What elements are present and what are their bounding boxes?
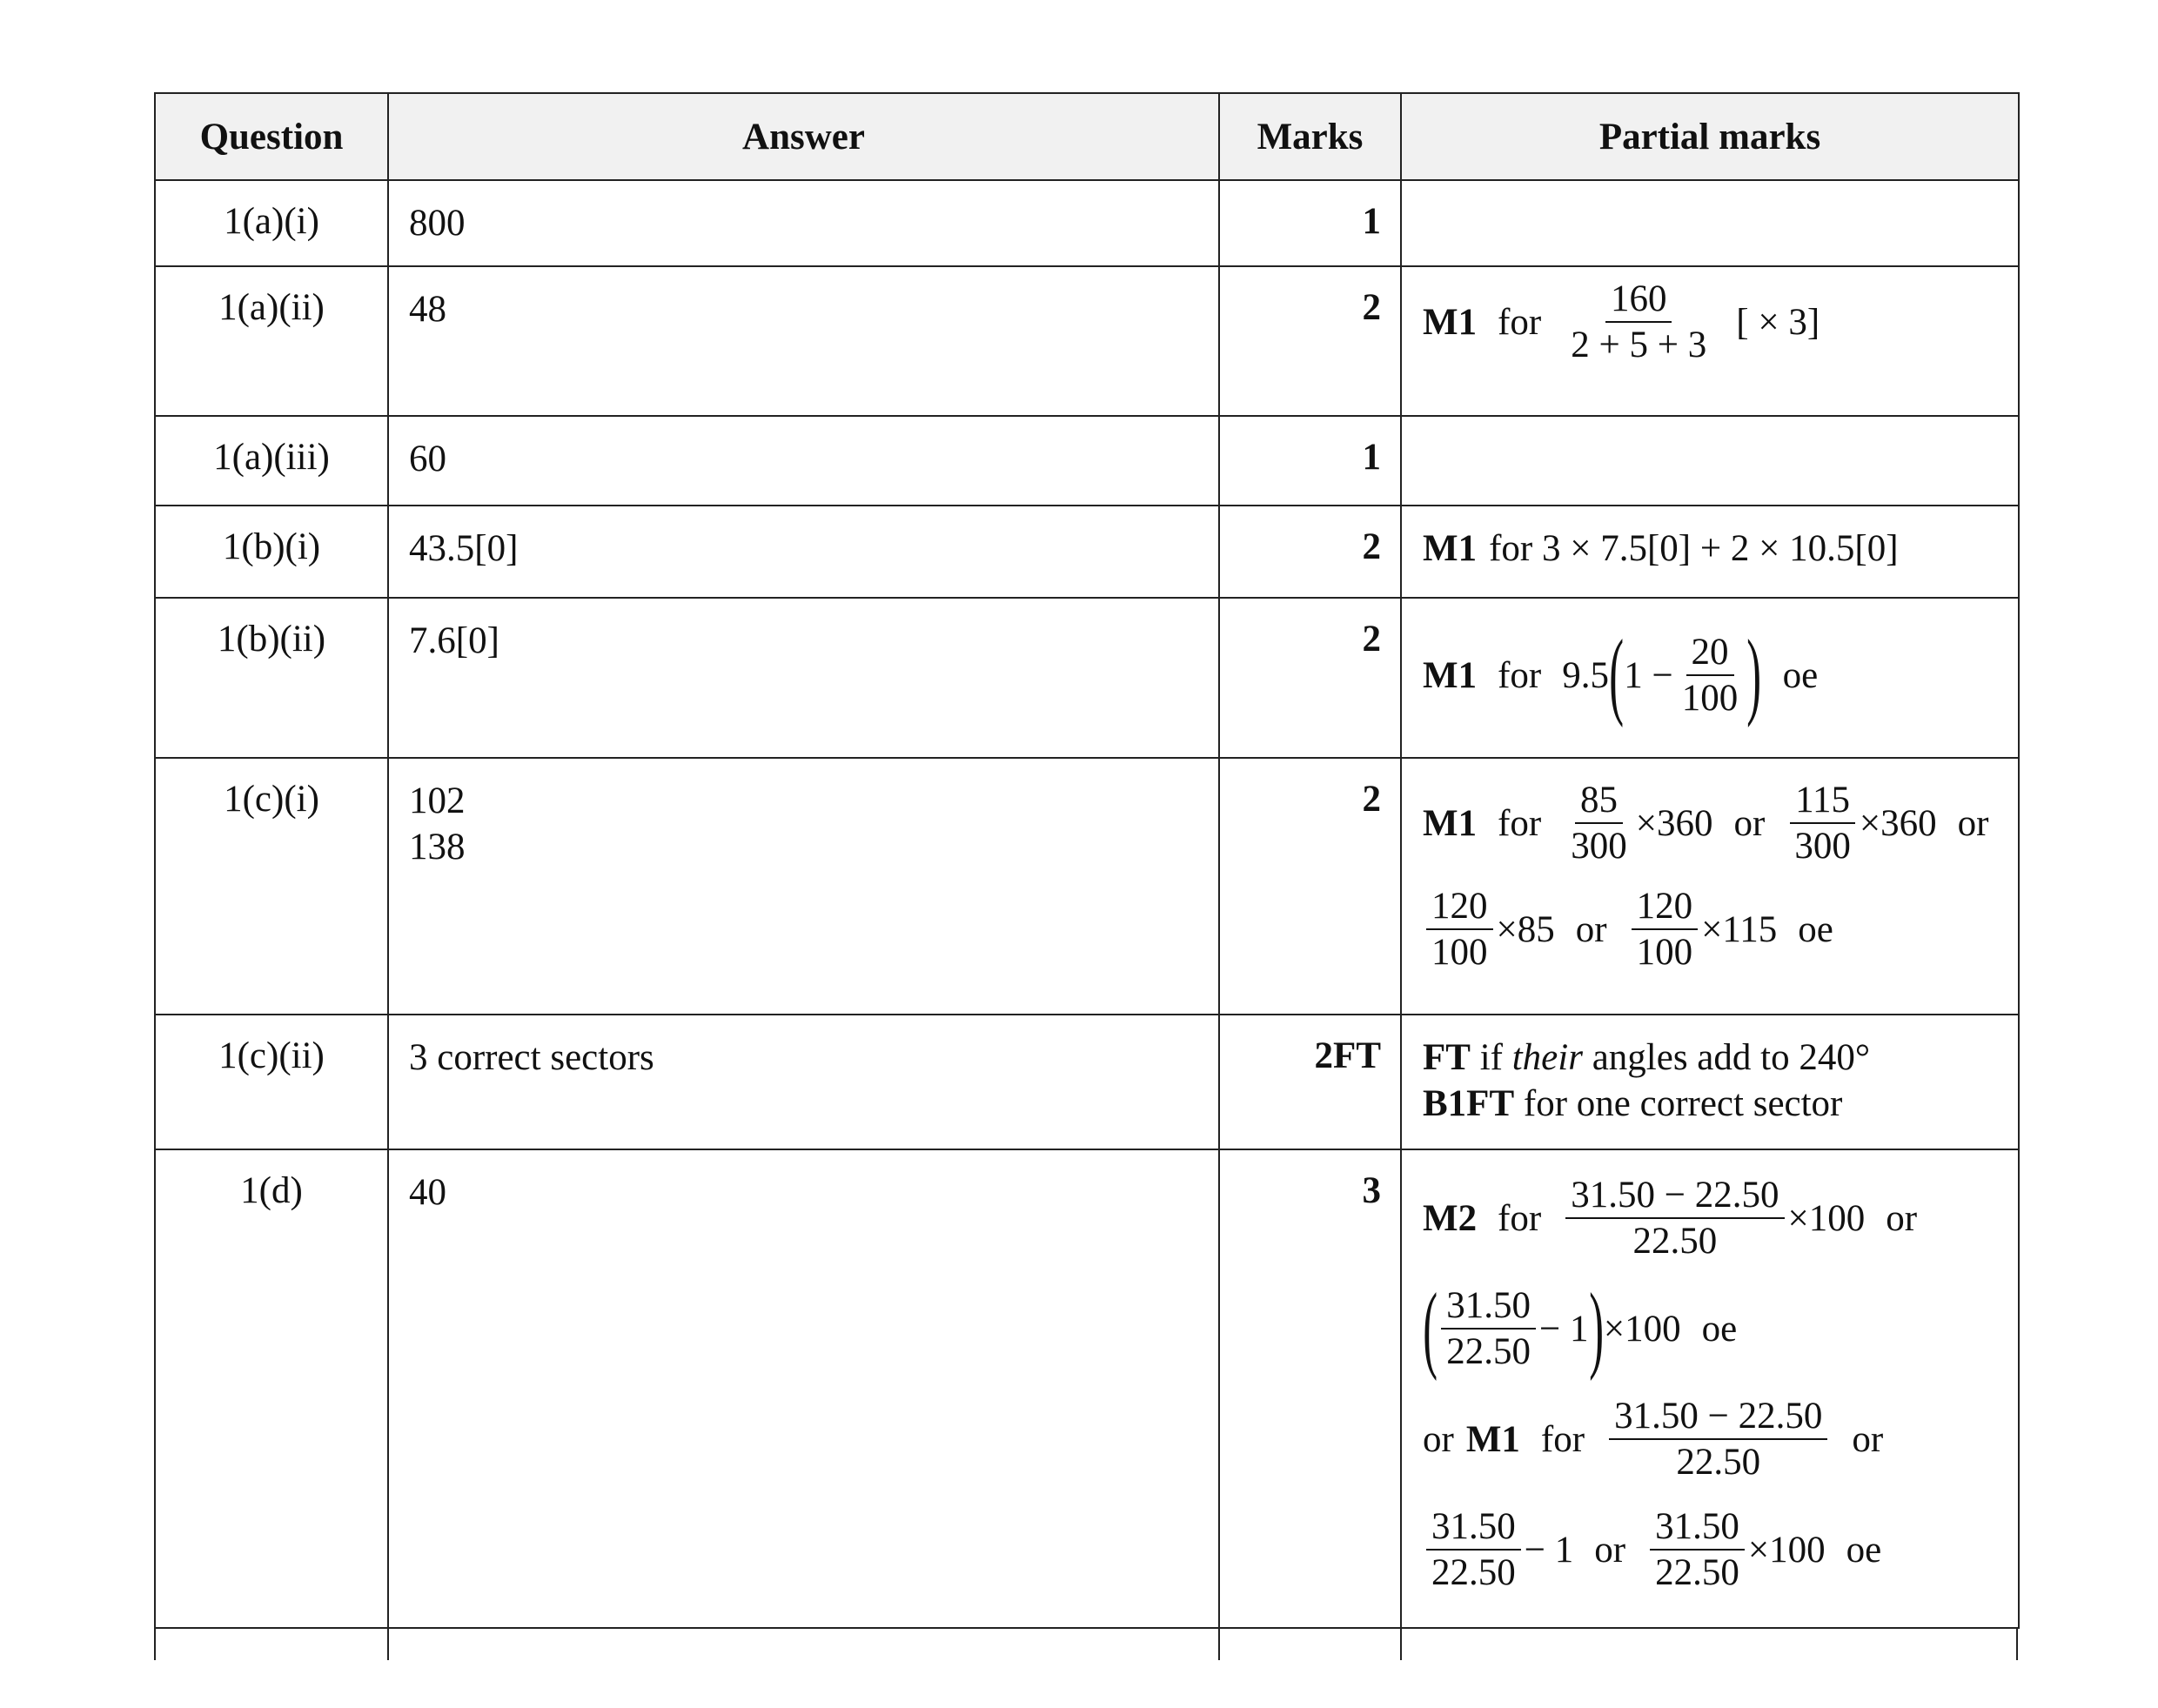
- partial-cell: [1401, 758, 2019, 1015]
- right-paren: ): [1746, 620, 1762, 729]
- method-mark: M1: [1423, 802, 1478, 844]
- header-answer: Answer: [388, 93, 1219, 180]
- table-row: [155, 180, 2019, 266]
- fraction: [1677, 633, 1744, 718]
- fraction: [1565, 279, 1712, 365]
- partial-cell: [1401, 1149, 2019, 1628]
- minus-one: − 1: [1524, 1529, 1574, 1571]
- column-line: [2016, 1629, 2018, 1660]
- bracket-expression: [1423, 1274, 1604, 1383]
- for-text: for: [1540, 1418, 1585, 1460]
- partial-cell: [1401, 506, 2019, 598]
- fraction: [1789, 780, 1856, 866]
- method-mark: M1: [1423, 528, 1478, 569]
- answer-cell: 43.5[0]: [388, 506, 1219, 598]
- question-cell: 1(a)(iii): [155, 416, 388, 506]
- oe-text: oe: [1798, 908, 1833, 950]
- mark-scheme-table: [154, 92, 2020, 1629]
- for-text: for: [1498, 654, 1542, 696]
- answer-line: 138: [409, 827, 466, 867]
- b1ft-mark: B1FT: [1423, 1083, 1515, 1124]
- fraction: [1609, 1397, 1827, 1482]
- denominator: 300: [1571, 826, 1627, 867]
- answer-cell: 7.6[0]: [388, 598, 1219, 758]
- partial-cell: [1401, 266, 2019, 416]
- bracket-expression: [1609, 620, 1762, 729]
- their-text: their: [1511, 1037, 1583, 1078]
- fraction: [1632, 887, 1699, 972]
- marks-cell: 1: [1219, 416, 1401, 506]
- marks-cell: 2: [1219, 758, 1401, 1015]
- answer-cell: 60: [388, 416, 1219, 506]
- numerator: 85: [1575, 780, 1623, 824]
- method-mark: M1: [1423, 654, 1478, 696]
- answer-line: 102: [409, 780, 466, 821]
- header-marks: Marks: [1219, 93, 1401, 180]
- or-text: or: [1423, 1418, 1454, 1460]
- column-line: [1400, 1629, 1402, 1660]
- denominator: 22.50: [1446, 1331, 1531, 1372]
- header-row: [155, 93, 2019, 180]
- right-paren: ): [1588, 1274, 1604, 1383]
- numerator: 160: [1605, 279, 1672, 323]
- question-cell: 1(d): [155, 1149, 388, 1628]
- fraction: [1565, 780, 1632, 866]
- or-text: or: [1733, 802, 1766, 844]
- if-text: if: [1479, 1037, 1503, 1078]
- table-row: [155, 1015, 2019, 1149]
- numerator: 31.50 − 22.50: [1565, 1176, 1784, 1219]
- coefficient: 9.5: [1562, 654, 1609, 696]
- marks-cell: 2: [1219, 598, 1401, 758]
- question-cell: 1(c)(i): [155, 758, 388, 1015]
- answer-cell: 800: [388, 180, 1219, 266]
- answer-cell: 48: [388, 266, 1219, 416]
- method-mark: M1: [1465, 1418, 1520, 1460]
- table-continuation-lines: [154, 1629, 2018, 1660]
- times-text: ×100: [1603, 1308, 1681, 1350]
- partial-cell: [1401, 1015, 2019, 1149]
- for-text: for: [1498, 1197, 1542, 1239]
- header-partial-marks: Partial marks: [1401, 93, 2019, 180]
- or-text: or: [1575, 908, 1607, 950]
- numerator: 20: [1686, 633, 1734, 676]
- for-text: for: [1498, 301, 1542, 343]
- denominator: 22.50: [1676, 1442, 1761, 1483]
- ft-text: angles add to 240°: [1592, 1037, 1871, 1078]
- times-text: ×100: [1787, 1197, 1866, 1239]
- numerator: 31.50 − 22.50: [1609, 1397, 1827, 1440]
- numerator: 31.50: [1650, 1507, 1745, 1551]
- minus-one: − 1: [1539, 1308, 1589, 1350]
- numerator: 31.50: [1426, 1507, 1521, 1551]
- numerator: 31.50: [1441, 1286, 1536, 1330]
- table-row: [155, 598, 2019, 758]
- partial-cell: [1401, 180, 2019, 266]
- question-cell: 1(b)(ii): [155, 598, 388, 758]
- times-text: ×100: [1747, 1529, 1826, 1571]
- header-question: Question: [155, 93, 388, 180]
- oe-text: oe: [1782, 654, 1819, 696]
- denominator: 100: [1681, 678, 1739, 719]
- fraction: [1426, 887, 1493, 972]
- denominator: 22.50: [1632, 1221, 1718, 1262]
- question-cell: 1(a)(ii): [155, 266, 388, 416]
- numerator: 120: [1632, 887, 1699, 930]
- times-text: ×360: [1859, 802, 1937, 844]
- oe-text: oe: [1846, 1529, 1882, 1571]
- fraction: [1650, 1507, 1745, 1592]
- denominator: 22.50: [1431, 1552, 1516, 1593]
- b1ft-line: [1423, 1081, 2001, 1127]
- times-text: ×360: [1635, 802, 1713, 844]
- marks-cell: 3: [1219, 1149, 1401, 1628]
- table-row: [155, 506, 2019, 598]
- fraction: [1426, 1507, 1521, 1592]
- marks-cell: 1: [1219, 180, 1401, 266]
- table-row: [155, 416, 2019, 506]
- method-text: for 3 × 7.5[0] + 2 × 10.5[0]: [1489, 528, 1899, 569]
- b1ft-text: for one correct sector: [1523, 1083, 1843, 1124]
- or-text: or: [1957, 802, 1989, 844]
- for-text: for: [1498, 802, 1542, 844]
- question-cell: 1(c)(ii): [155, 1015, 388, 1149]
- numerator: 120: [1426, 887, 1493, 930]
- ft-line: [1423, 1035, 2001, 1081]
- denominator: 100: [1431, 932, 1488, 973]
- times-text: ×85: [1496, 908, 1555, 950]
- answer-cell: [388, 758, 1219, 1015]
- one-minus: 1 −: [1624, 654, 1673, 696]
- denominator: 300: [1794, 826, 1851, 867]
- table-row: [155, 266, 2019, 416]
- partial-cell: [1401, 598, 2019, 758]
- marks-cell: 2: [1219, 266, 1401, 416]
- denominator: 100: [1636, 932, 1693, 973]
- fraction: [1441, 1286, 1536, 1371]
- or-text: or: [1852, 1418, 1884, 1460]
- or-text: or: [1886, 1197, 1918, 1239]
- ft-mark: FT: [1423, 1037, 1471, 1078]
- marks-cell: 2: [1219, 506, 1401, 598]
- multiplier-text: [ × 3]: [1736, 301, 1820, 343]
- question-cell: 1(a)(i): [155, 180, 388, 266]
- table-row: [155, 1149, 2019, 1628]
- numerator: 115: [1790, 780, 1855, 824]
- question-cell: 1(b)(i): [155, 506, 388, 598]
- or-text: or: [1594, 1529, 1626, 1571]
- column-line: [387, 1629, 389, 1660]
- marks-cell: 2FT: [1219, 1015, 1401, 1149]
- oe-text: oe: [1701, 1308, 1738, 1350]
- left-paren: (: [1423, 1274, 1438, 1383]
- answer-cell: 40: [388, 1149, 1219, 1628]
- method-mark: M2: [1423, 1197, 1478, 1239]
- times-text: ×115: [1701, 908, 1778, 950]
- fraction: [1565, 1176, 1784, 1261]
- partial-cell: [1401, 416, 2019, 506]
- column-line: [154, 1629, 156, 1660]
- answer-cell: 3 correct sectors: [388, 1015, 1219, 1149]
- left-paren: (: [1609, 620, 1625, 729]
- denominator: 22.50: [1655, 1552, 1739, 1593]
- table-row: [155, 758, 2019, 1015]
- denominator: 2 + 5 + 3: [1571, 325, 1707, 366]
- column-line: [1218, 1629, 1220, 1660]
- method-mark: M1: [1423, 301, 1478, 343]
